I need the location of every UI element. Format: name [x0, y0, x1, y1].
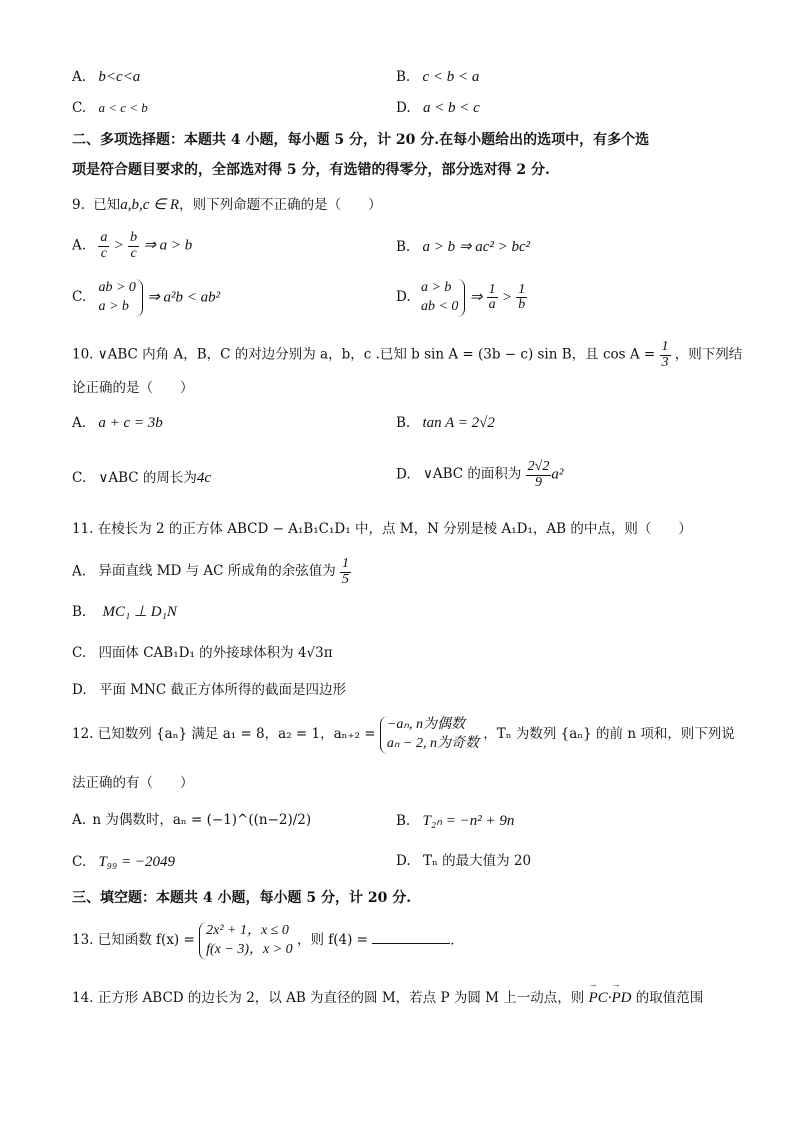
q10-option-a	[72, 416, 163, 431]
operator: >	[501, 289, 512, 306]
option-label: D.	[396, 466, 411, 483]
inequality-system	[98, 279, 142, 317]
q12-stem	[72, 716, 735, 754]
option-text: 平面 MNC 截正方体所得的截面是四边形	[98, 682, 346, 698]
fraction	[128, 231, 139, 261]
option-math: ⇒ a > b	[143, 237, 193, 254]
stem-text: 10. ∨ABC 内角 A，B，C 的对边分别为 a，b，c .已知 b sin A = (3b − c) sin B，且 cos A =	[72, 346, 656, 363]
piecewise-function	[199, 922, 293, 960]
option-label: D.	[72, 682, 87, 698]
numerator: b	[130, 230, 138, 245]
option-math: a < c < b	[98, 100, 148, 115]
system-row: −aₙ, n为偶数	[386, 717, 465, 732]
question-number: 9.	[72, 197, 85, 213]
option-math: ⇒ a²b < ab²	[147, 289, 221, 306]
option-text: 异面直线 MD 与 AC 所成角的余弦值为	[98, 563, 336, 580]
option-label: B.	[72, 604, 87, 620]
option-label: B.	[396, 813, 411, 829]
fraction	[516, 283, 527, 313]
option-math: T₂ₙ = −n² + 9n	[422, 813, 515, 829]
q14-stem	[72, 991, 703, 1006]
q12-option-c	[72, 855, 175, 870]
q8-option-d	[396, 101, 480, 116]
option-math: b<c<a	[98, 69, 141, 85]
system-row: 2x² + 1，x ≤ 0	[206, 923, 289, 938]
q8-option-b	[396, 70, 479, 85]
q9-option-d	[396, 279, 527, 317]
option-label: A.	[72, 237, 87, 254]
option-label: D.	[396, 100, 411, 116]
option-math: a < b < c	[422, 100, 480, 116]
denominator: a	[488, 297, 496, 313]
q11-option-d	[72, 684, 346, 698]
q12-option-b	[396, 814, 514, 829]
q10-stem	[72, 340, 742, 370]
denominator: c	[100, 245, 107, 261]
q9-option-b	[396, 240, 530, 255]
q8-option-c	[72, 101, 148, 116]
fraction	[660, 340, 671, 370]
section2-heading-line1: 二、多项选择题：本题共 4 小题，每小题 5 分，计 20 分.在每小题给出的选项中，有多个选	[72, 132, 650, 148]
denominator: b	[518, 297, 526, 313]
option-label: A.	[72, 69, 87, 85]
denominator: 5	[342, 571, 350, 587]
q12-stem-line2: 法正确的有（ ）	[72, 775, 194, 791]
denominator: c	[130, 245, 137, 261]
option-label: B.	[396, 415, 411, 431]
option-math: a²	[551, 466, 564, 483]
option-label: D.	[396, 289, 411, 306]
q11-stem: 11. 在棱长为 2 的正方体 ABCD − A₁B₁C₁D₁ 中，点 M，N 分别是棱 A₁D₁，AB 的中点，则（ ）	[72, 521, 692, 537]
numerator: 1	[661, 339, 669, 354]
vector-pc: → PC	[589, 991, 608, 1006]
q12-option-d	[396, 855, 531, 869]
numerator: 1	[518, 281, 526, 297]
system-row: aₙ − 2, n为奇数	[386, 735, 479, 751]
q11-option-b	[72, 605, 177, 620]
q9-option-a	[72, 231, 192, 261]
system-row: a > b	[98, 298, 129, 314]
option-label: A.	[72, 415, 87, 431]
stem-text: 14. 正方形 ABCD 的边长为 2，以 AB 为直径的圆 M，若点 P 为圆 M 上一动点，则	[72, 990, 585, 1006]
q10-option-c	[72, 471, 211, 486]
option-label: A.	[72, 812, 87, 828]
answer-blank[interactable]	[372, 931, 450, 944]
q9-stem	[72, 198, 382, 213]
q10-option-b	[396, 416, 495, 431]
q8-option-a	[72, 70, 140, 85]
section2-heading-line2: 项是符合题目要求的，全部选对得 5 分，有选错的得零分，部分选对得 2 分.	[72, 162, 550, 178]
option-text: ∨ABC 的面积为	[422, 466, 522, 483]
option-math: tan A = 2√2	[422, 415, 495, 431]
option-math: MC₁ ⊥ D₁N	[102, 604, 177, 620]
option-math: a + c = 3b	[98, 415, 163, 431]
section3-heading: 三、填空题：本题共 4 小题，每小题 5 分，计 20 分.	[72, 890, 412, 906]
option-text: 四面体 CAB₁D₁ 的外接球体积为 4√3π	[98, 645, 333, 661]
option-label: C.	[72, 289, 87, 306]
stem-text: 12. 已知数列 {aₙ} 满足 a₁ = 8，a₂ = 1，aₙ₊₂ =	[72, 726, 376, 743]
q10-stem-line2: 论正确的是（ ）	[72, 380, 194, 396]
stem-text: ，则 f(4) =	[296, 932, 368, 949]
stem-text: ，Tₙ 为数列 {aₙ} 的前 n 项和，则下列说	[483, 726, 735, 743]
fraction	[487, 283, 498, 313]
system-row: ab > 0	[98, 280, 136, 295]
operator: >	[113, 237, 124, 254]
q11-option-c	[72, 647, 333, 661]
option-label: B.	[396, 69, 411, 85]
system-row: ab < 0	[420, 298, 459, 314]
option-text: Tₙ 的最大值为 20	[422, 853, 532, 869]
numerator: a	[100, 230, 108, 245]
stem-text: .	[450, 932, 455, 949]
stem-math: a,b,c ∈ R	[120, 197, 180, 213]
option-label: D.	[396, 853, 411, 869]
dot-operator: ·	[607, 990, 612, 1006]
option-label: C.	[72, 100, 87, 116]
numerator: 1	[342, 556, 350, 571]
stem-text: ，则下列命题不正确的是（ ）	[179, 197, 382, 213]
q12-option-a	[72, 814, 311, 828]
option-label: A.	[72, 563, 87, 580]
option-math: c < b < a	[422, 69, 480, 85]
q9-option-c	[72, 279, 220, 317]
option-math: a > b ⇒ ac² > bc²	[422, 239, 531, 255]
q10-option-d	[396, 460, 563, 490]
stem-text: 的取值范围	[635, 990, 704, 1006]
option-math: T₉₉ = −2049	[98, 854, 175, 870]
system-row: f(x − 3)，x > 0	[206, 941, 293, 957]
denominator: 3	[661, 354, 669, 370]
operator: ⇒	[469, 289, 483, 306]
option-label: C.	[72, 645, 87, 661]
option-label: B.	[396, 239, 411, 255]
numerator: 2√2	[527, 459, 550, 474]
inequality-system	[421, 279, 465, 317]
stem-text: ，则下列结	[674, 346, 743, 363]
fraction	[340, 557, 351, 587]
q13-stem	[72, 922, 455, 960]
option-math: 4c	[196, 470, 212, 486]
system-row: a > b	[420, 280, 452, 295]
stem-text: 13. 已知函数 f(x) =	[72, 932, 195, 949]
option-label: C.	[72, 470, 87, 486]
numerator: 1	[488, 281, 496, 297]
stem-text: 已知	[93, 197, 121, 213]
vector-pd: → PD	[611, 991, 631, 1006]
piecewise-system	[380, 716, 479, 754]
option-text: ∨ABC 的周长为	[98, 470, 197, 486]
option-label: C.	[72, 854, 87, 870]
fraction	[98, 231, 109, 261]
fraction	[526, 460, 552, 490]
denominator: 9	[535, 474, 543, 490]
q11-option-a	[72, 557, 351, 587]
option-text: n 为偶数时，aₙ = (−1)^((n−2)/2)	[92, 812, 312, 828]
